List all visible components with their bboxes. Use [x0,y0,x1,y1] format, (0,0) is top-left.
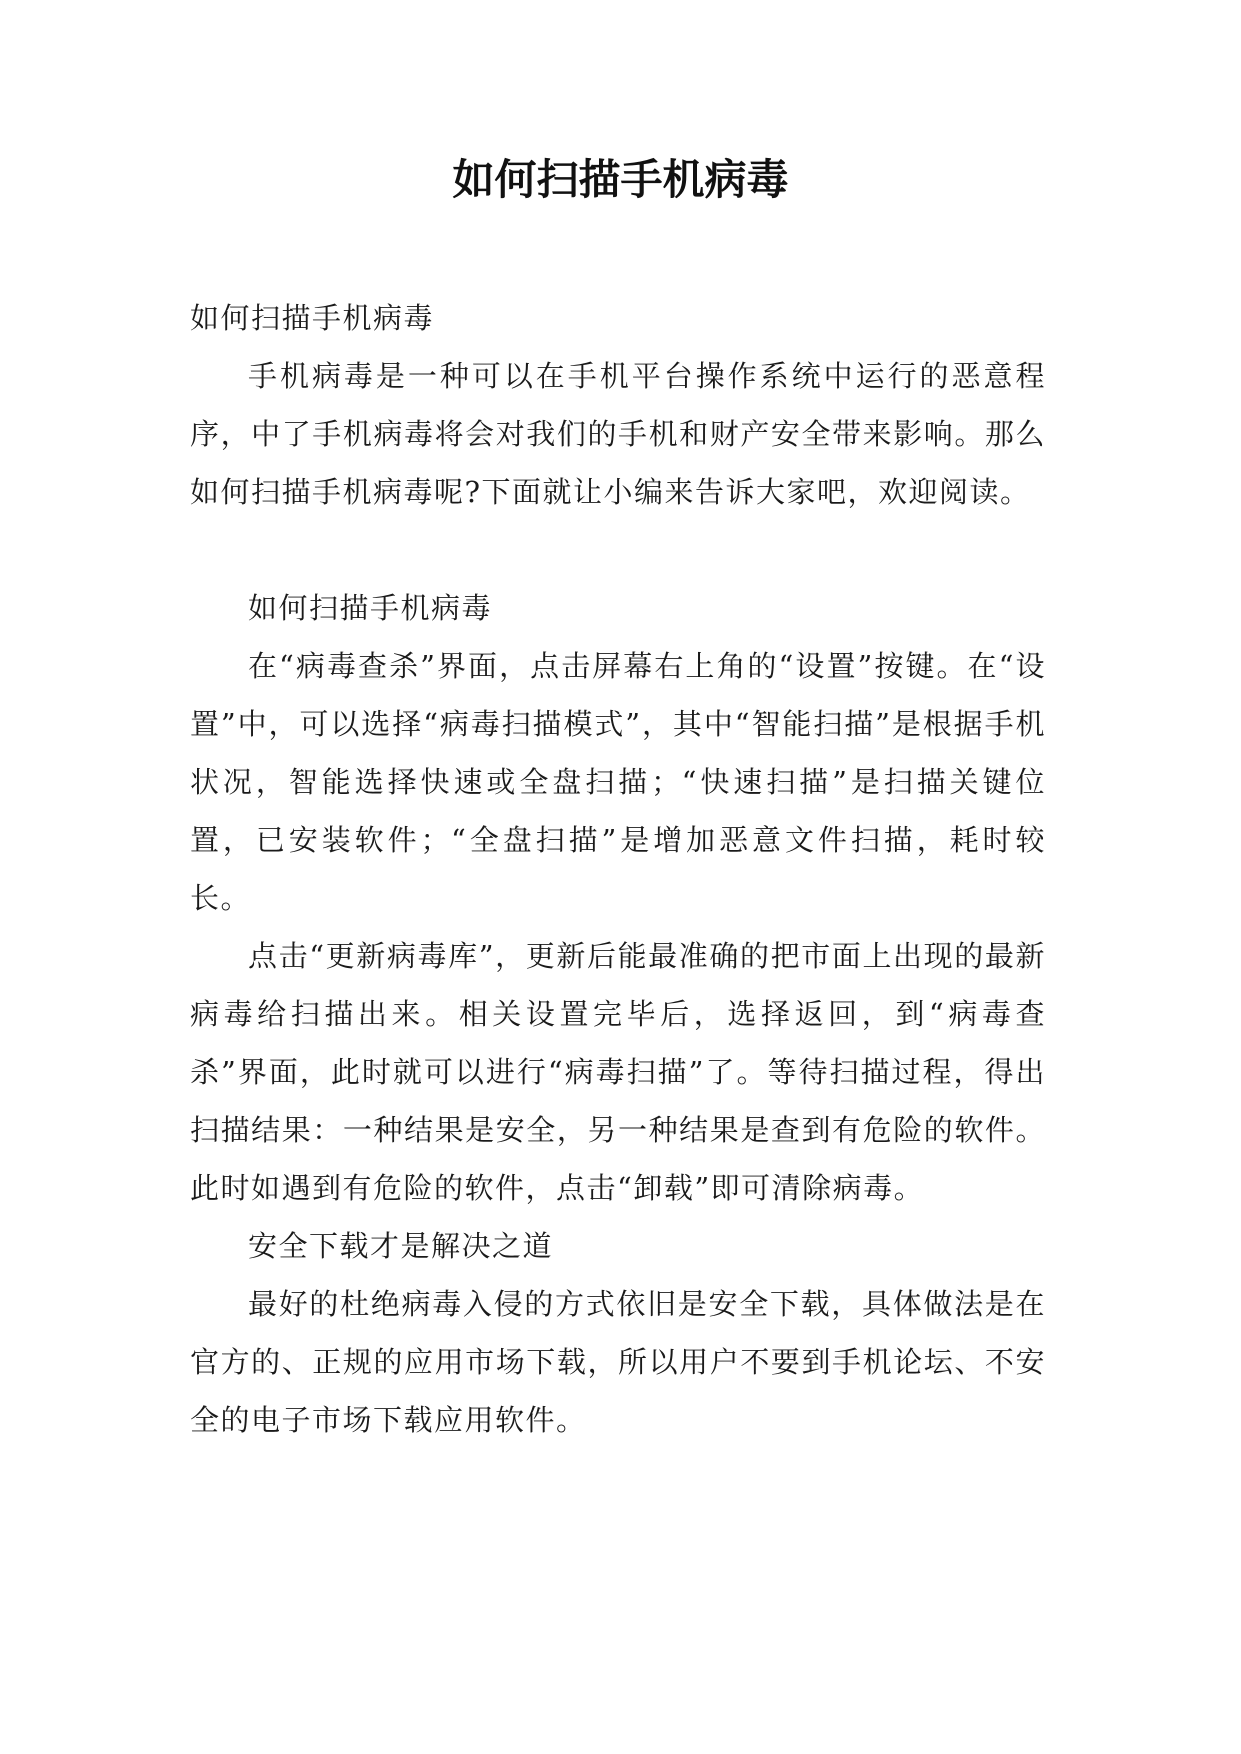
intro-paragraph: 手机病毒是一种可以在手机平台操作系统中运行的恶意程序，中了手机病毒将会对我们的手机和财产安全带来影响。那么如何扫描手机病毒呢?下面就让小编来告诉大家吧，欢迎阅读。 [190,359,1046,509]
document-title: 如何扫描手机病毒 [452,155,789,204]
section-heading-scan: 如何扫描手机病毒 [248,591,493,625]
settings-paragraph: 在“病毒查杀”界面，点击屏幕右上角的“设置”按键。在“设置”中，可以选择“病毒扫描模式”，其中“智能扫描”是根据手机状况，智能选择快速或全盘扫描；“快速扫描”是扫描关键位置，已安装软件；“全盘扫描”是增加恶意文件扫描，耗时较长。 [190,649,1046,915]
safe-download-paragraph: 最好的杜绝病毒入侵的方式依旧是安全下载，具体做法是在官方的、正规的应用市场下载，所以用户不要到手机论坛、不安全的电子市场下载应用软件。 [190,1287,1046,1437]
paragraph-spacer [190,521,1046,579]
document-body [190,289,1046,1449]
update-paragraph: 点击“更新病毒库”，更新后能最准确的把市面上出现的最新病毒给扫描出来。相关设置完毕后，选择返回，到“病毒查杀”界面，此时就可以进行“病毒扫描”了。等待扫描过程，得出扫描结果：一种结果是安全，另一种结果是查到有危险的软件。此时如遇到有危险的软件，点击“卸载”即可清除病毒。 [190,939,1046,1205]
section-heading-safe-download: 安全下载才是解决之道 [248,1229,554,1263]
intro-heading: 如何扫描手机病毒 [190,301,435,335]
